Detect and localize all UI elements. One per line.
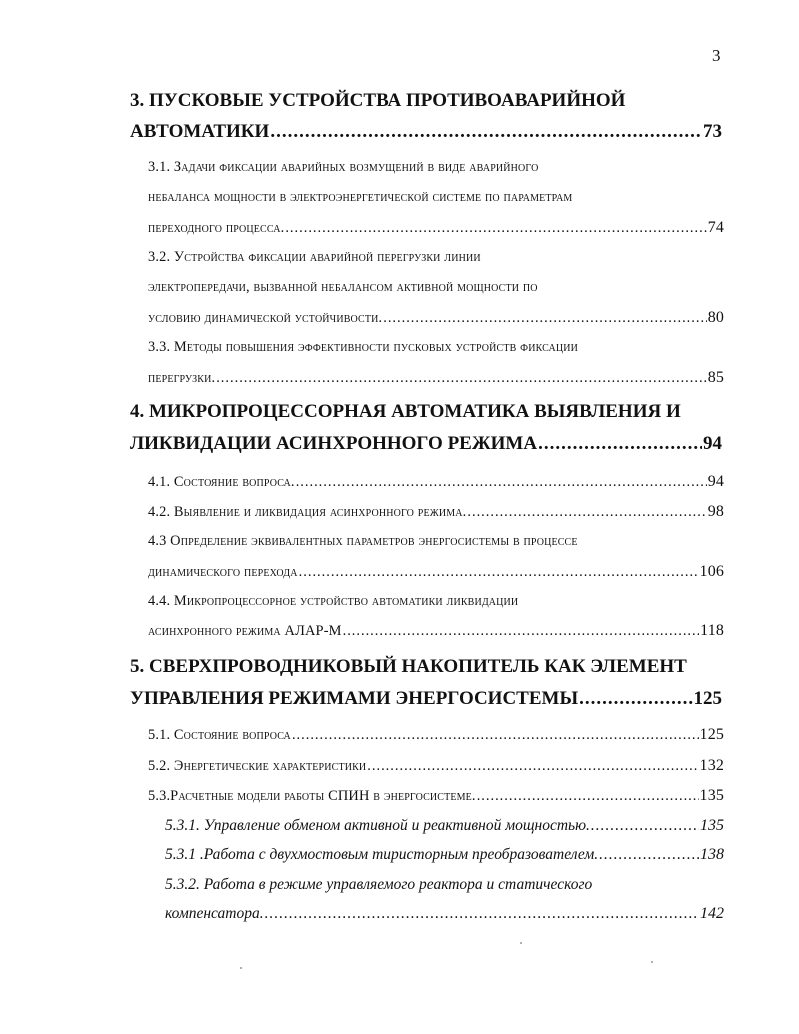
toc-chapter-5-line-1: 5. СВЕРХПРОВОДНИКОВЫЙ НАКОПИТЕЛЬ КАК ЭЛЕМЕНТ — [130, 656, 687, 677]
toc-page: 80 — [707, 309, 724, 326]
toc-section-3-2-line-2: электропередачи, вызванной небалансом активной мощности по — [148, 279, 538, 295]
dot-leader — [299, 564, 699, 578]
toc-subsection-5-3-2-line-1: 5.3.2. Работа в режиме управляемого реактора и статического — [165, 876, 593, 893]
toc-page: 135 — [699, 787, 724, 804]
toc-section-3-3-line-1: 3.3. Методы повышения эффективности пусковых устройств фиксации — [148, 339, 578, 355]
toc-page: 138 — [700, 846, 724, 863]
dot-leader — [538, 433, 702, 452]
toc-page: 142 — [700, 905, 724, 922]
dot-leader — [383, 310, 706, 324]
dot-leader — [343, 623, 700, 637]
toc-subsection-5-3-1-b: 5.3.1 .Работа с двухмостовым тиристорным преобразователем. ..... 138 — [165, 846, 724, 864]
dot-leader — [265, 905, 699, 921]
dot-leader — [591, 817, 699, 833]
toc-page: 74 — [707, 219, 724, 236]
toc-section-3-1-line-1: 3.1. Задачи фиксации аварийных возмущений в виде аварийного — [148, 159, 539, 175]
toc-page: 94 — [707, 473, 724, 490]
toc-page: 85 — [707, 369, 724, 386]
dot-leader — [292, 727, 699, 741]
dot-leader — [579, 688, 692, 707]
dot-leader — [477, 788, 699, 802]
toc-page: 73 — [703, 121, 722, 142]
toc-section-3-1-line-2: небаланса мощности в электроэнергетической системе по параметрам — [148, 189, 573, 205]
toc-section-4-1: 4.1. Состояние вопроса. ..... 94 — [148, 473, 724, 491]
dot-leader — [216, 370, 706, 384]
toc-section-4-4-line-2: асинхронного режима АЛАР-М ..... 118 — [148, 622, 724, 640]
dot-leader — [367, 758, 698, 772]
toc-chapter-3-line-1: 3. ПУСКОВЫЕ УСТРОЙСТВА ПРОТИВОАВАРИЙНОЙ — [130, 90, 626, 111]
toc-section-3-2-line-1: 3.2. Устройства фиксации аварийной перегрузки линии — [148, 249, 481, 265]
toc-page: 135 — [700, 817, 724, 834]
toc-page: 94 — [703, 433, 722, 454]
toc-page: 106 — [699, 563, 724, 580]
toc-page: 132 — [699, 757, 724, 774]
toc-page: 125 — [699, 726, 724, 743]
page-number: 3 — [712, 46, 721, 65]
toc-page: 125 — [693, 688, 722, 709]
toc-section-3-2-line-3: условию динамической устойчивости. ..... 80 — [148, 309, 724, 327]
dot-leader — [296, 474, 707, 488]
dot-leader — [285, 220, 706, 234]
dot-leader — [599, 846, 699, 862]
toc-page: 118 — [700, 622, 724, 639]
toc-section-4-3-line-2: динамического перехода ..... 106 — [148, 563, 724, 581]
toc-section-5-3: 5.3.Расчетные модели работы СПИН в энергосистеме. ..... 135 — [148, 787, 724, 805]
toc-section-3-1-line-3: переходного процесса. ..... 74 — [148, 219, 724, 237]
toc-chapter-4-line-2: ЛИКВИДАЦИИ АСИНХРОННОГО РЕЖИМА ..... 94 — [130, 433, 722, 455]
toc-section-5-1: 5.1. Состояние вопроса ..... 125 — [148, 726, 724, 744]
toc-section-5-2: 5.2. Энергетические характеристики ..... 132 — [148, 757, 724, 775]
scan-speck — [520, 942, 522, 944]
scan-speck — [240, 967, 242, 969]
scan-speck — [651, 961, 653, 963]
toc-section-4-2: 4.2. Выявление и ликвидация асинхронного режима. ..... 98 — [148, 503, 724, 521]
toc-chapter-3-line-2: АВТОМАТИКИ ..... 73 — [130, 121, 722, 143]
toc-section-3-3-line-2: перегрузки. ..... 85 — [148, 369, 724, 387]
toc-section-4-3-line-1: 4.3 Определение эквивалентных параметров энергосистемы в процессе — [148, 533, 578, 549]
toc-section-4-4-line-1: 4.4. Микропроцессорное устройство автоматики ликвидации — [148, 593, 519, 609]
toc-chapter-5-line-2: УПРАВЛЕНИЯ РЕЖИМАМИ ЭНЕРГОСИСТЕМЫ ..... 125 — [130, 688, 722, 710]
toc-subsection-5-3-2-line-2: компенсатора. ..... 142 — [165, 905, 724, 923]
toc-subsection-5-3-1-a: 5.3.1. Управление обменом активной и реактивной мощностью. ..... 135 — [165, 817, 724, 835]
dot-leader — [270, 121, 702, 140]
dot-leader — [467, 504, 706, 518]
toc-page: 98 — [707, 503, 724, 520]
toc-chapter-4-line-1: 4. МИКРОПРОЦЕССОРНАЯ АВТОМАТИКА ВЫЯВЛЕНИЯ И — [130, 401, 681, 422]
